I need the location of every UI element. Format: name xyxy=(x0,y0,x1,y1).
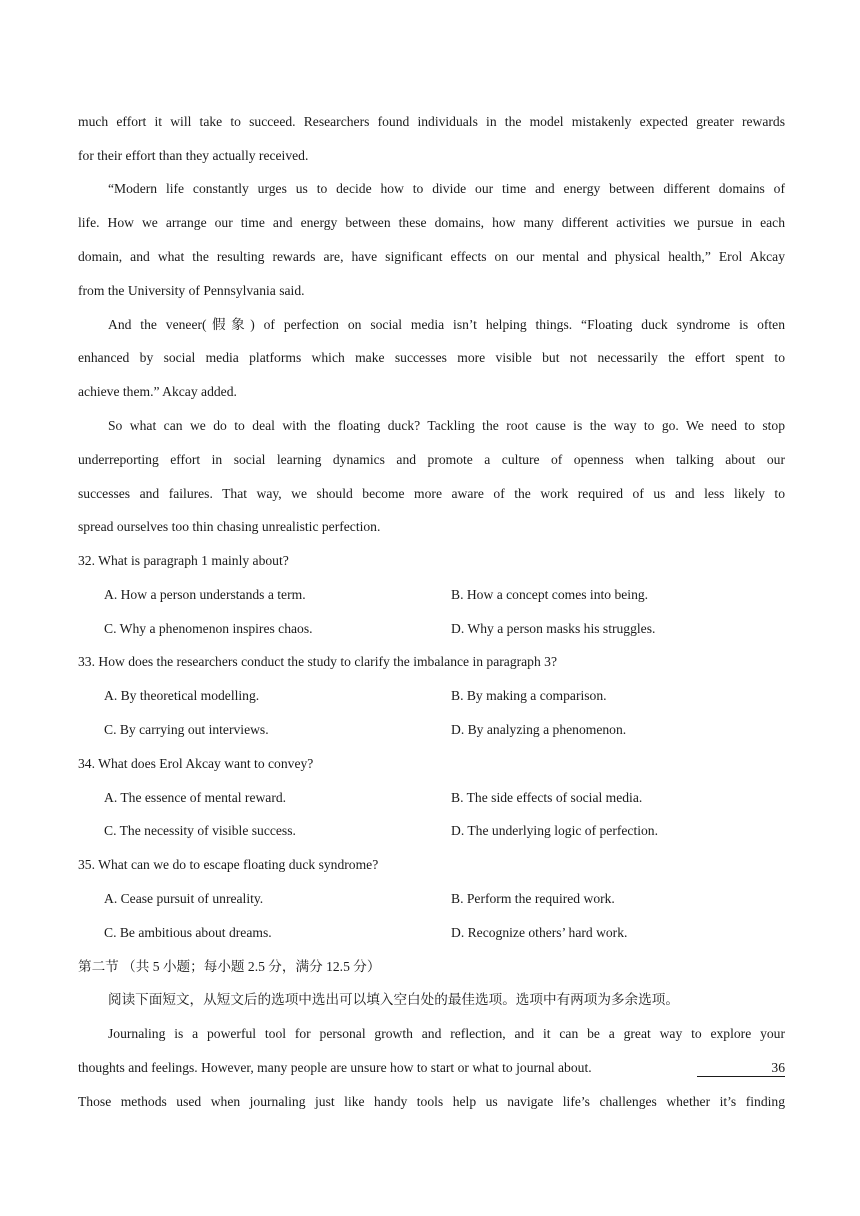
option-c: C. Be ambitious about dreams. xyxy=(104,925,272,940)
passage-line: much effort it will take to succeed. Researchers found individuals in the model mistakenly expected greater rewards xyxy=(78,114,785,129)
passage-line: underreporting effort in social learning dynamics and promote a culture of openness when talking about our xyxy=(78,452,785,467)
passage-line: successes and failures. That way, we should become more aware of the work required of us and less likely to xyxy=(78,486,785,501)
passage-text: thoughts and feelings. However, many people are unsure how to start or what to journal about. xyxy=(78,1060,592,1075)
option-c: C. Why a phenomenon inspires chaos. xyxy=(104,621,313,636)
question-stem: 35. What can we do to escape floating duck syndrome? xyxy=(78,857,379,872)
option-d: D. The underlying logic of perfection. xyxy=(451,823,658,838)
blank-number: 36 xyxy=(771,1060,785,1075)
question-stem: 34. What does Erol Akcay want to convey? xyxy=(78,756,314,771)
passage-line: And the veneer(假象) of perfection on social media isn’t helping things. “Floating duck syndrome is often xyxy=(108,317,785,332)
section-instruction: 阅读下面短文，从短文后的选项中选出可以填入空白处的最佳选项。选项中有两项为多余选项。 xyxy=(108,992,679,1007)
passage-line: domain, and what the resulting rewards are, have significant effects on our mental and physical health,” Erol Akcay xyxy=(78,249,785,264)
passage-line: enhanced by social media platforms which make successes more visible but not necessarily the effort spent to xyxy=(78,350,785,365)
passage-line: life. How we arrange our time and energy between these domains, how many different activities we pursue in each xyxy=(78,215,785,230)
option-c: C. By carrying out interviews. xyxy=(104,722,269,737)
passage-line: from the University of Pennsylvania said. xyxy=(78,283,305,298)
option-a: A. The essence of mental reward. xyxy=(104,790,287,805)
option-a: A. Cease pursuit of unreality. xyxy=(104,891,264,906)
option-d: D. By analyzing a phenomenon. xyxy=(451,722,627,737)
option-b: B. How a concept comes into being. xyxy=(451,587,649,602)
option-d: D. Recognize others’ hard work. xyxy=(451,925,628,940)
option-a: A. By theoretical modelling. xyxy=(104,688,260,703)
option-b: B. By making a comparison. xyxy=(451,688,607,703)
passage-line: “Modern life constantly urges us to decide how to divide our time and energy between different domains of xyxy=(108,181,785,196)
option-b: B. The side effects of social media. xyxy=(451,790,643,805)
passage-line: achieve them.” Akcay added. xyxy=(78,384,237,399)
option-c: C. The necessity of visible success. xyxy=(104,823,296,838)
passage-line: Journaling is a powerful tool for personal growth and reflection, and it can be a great way to explore your xyxy=(108,1026,785,1041)
passage-line: for their effort than they actually received. xyxy=(78,148,309,163)
passage-line: Those methods used when journaling just like handy tools help us navigate life’s challenges whether it’s finding xyxy=(78,1094,785,1109)
question-stem: 32. What is paragraph 1 mainly about? xyxy=(78,553,289,568)
option-b: B. Perform the required work. xyxy=(451,891,615,906)
option-d: D. Why a person masks his struggles. xyxy=(451,621,656,636)
passage-line-with-blank xyxy=(78,1058,785,1078)
passage-line: So what can we do to deal with the floating duck? Tackling the root cause is the way to go. We need to stop xyxy=(108,418,785,433)
passage-line: spread ourselves too thin chasing unrealistic perfection. xyxy=(78,519,381,534)
option-a: A. How a person understands a term. xyxy=(104,587,306,602)
question-stem: 33. How does the researchers conduct the study to clarify the imbalance in paragraph 3? xyxy=(78,654,558,669)
section-heading: 第二节 （共 5 小题；每小题 2.5 分，满分 12.5 分） xyxy=(78,959,381,974)
answer-blank[interactable] xyxy=(697,1060,785,1077)
